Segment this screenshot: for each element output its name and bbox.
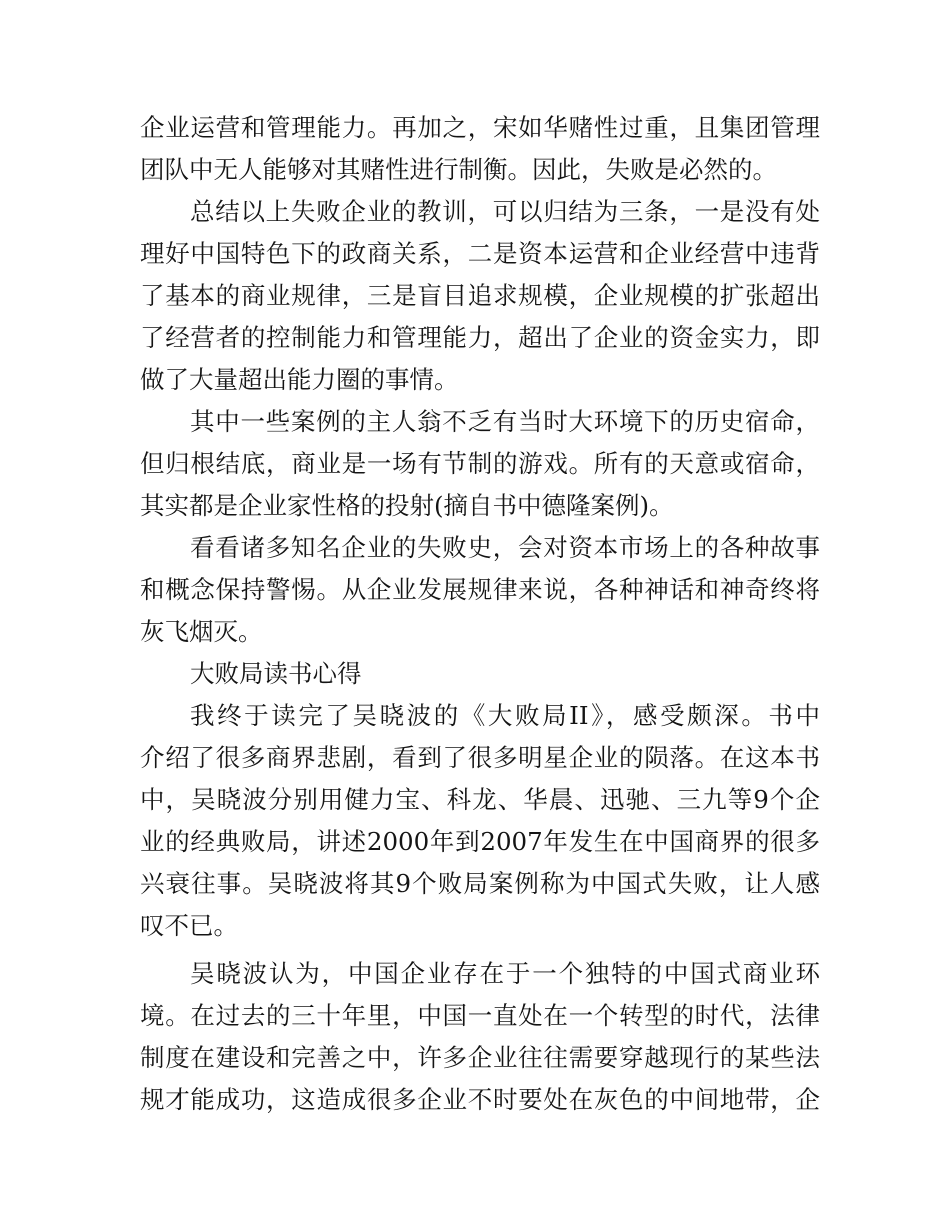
text-line: 灰飞烟灭。: [140, 617, 263, 646]
paragraph-first-line: 看看诸多知名企业的失败史，会对资本市场上的各种故事: [190, 533, 820, 562]
text-line: 理好中国特色下的政商关系，二是资本运营和企业经营中违背: [140, 239, 820, 268]
text-line: 叹不已。: [140, 911, 238, 940]
text-line: 了经营者的控制能力和管理能力，超出了企业的资金实力，即: [140, 323, 820, 352]
text-line: 和概念保持警惕。从企业发展规律来说，各种神话和神奇终将: [140, 575, 820, 604]
text-line: 规才能成功，这造成很多企业不时要处在灰色的中间地带，企: [140, 1085, 820, 1114]
text-line: 企业运营和管理能力。再加之，宋如华赌性过重，且集团管理: [140, 113, 820, 142]
text-line: 介绍了很多商界悲剧，看到了很多明星企业的陨落。在这本书: [140, 743, 820, 772]
text-line: 兴衰往事。吴晓波将其9个败局案例称为中国式失败，让人感: [140, 869, 820, 898]
paragraph-first-line: 总结以上失败企业的教训，可以归结为三条，一是没有处: [190, 197, 820, 226]
text-line: 业的经典败局，讲述2000年到2007年发生在中国商界的很多: [140, 827, 820, 856]
text-line: 其实都是企业家性格的投射(摘自书中德隆案例)。: [140, 491, 674, 520]
text-line: 制度在建设和完善之中，许多企业往往需要穿越现行的某些法: [140, 1043, 820, 1072]
paragraph-first-line: 其中一些案例的主人翁不乏有当时大环境下的历史宿命，: [190, 407, 820, 436]
paragraph-first-line: 吴晓波认为，中国企业存在于一个独特的中国式商业环: [190, 959, 820, 988]
text-line: 中，吴晓波分别用健力宝、科龙、华晨、迅驰、三九等9个企: [140, 785, 820, 814]
section-heading: 大败局读书心得: [190, 659, 362, 688]
text-line: 但归根结底，商业是一场有节制的游戏。所有的天意或宿命，: [140, 449, 820, 478]
text-line: 团队中无人能够对其赌性进行制衡。因此，失败是必然的。: [140, 155, 777, 184]
text-line: 了基本的商业规律，三是盲目追求规模，企业规模的扩张超出: [140, 281, 820, 310]
paragraph-first-line: 我终于读完了吴晓波的《大败局II》，感受颇深。书中: [190, 701, 820, 730]
text-line: 境。在过去的三十年里，中国一直处在一个转型的时代，法律: [140, 1001, 820, 1030]
text-line: 做了大量超出能力圈的事情。: [140, 365, 459, 394]
